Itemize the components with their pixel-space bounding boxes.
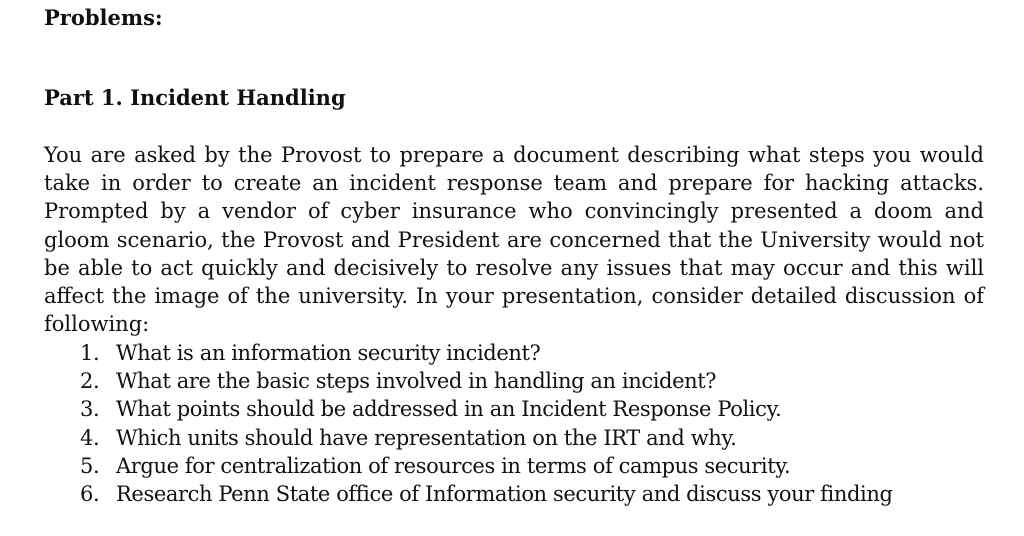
problems-heading: Problems: [44, 5, 163, 30]
list-item [44, 452, 892, 480]
list-item-number: 2. [80, 369, 100, 394]
list-item-number: 4. [80, 425, 100, 450]
list-item [44, 480, 892, 508]
question-list [44, 339, 892, 508]
list-item [44, 367, 892, 395]
list-item-text: Research Penn State office of Information security and discuss your finding [116, 482, 893, 507]
list-item-number: 5. [80, 453, 100, 478]
list-item-text: Which units should have representation on the IRT and why. [116, 425, 737, 450]
list-item-number: 6. [80, 482, 100, 507]
list-item-text: What points should be addressed in an Incident Response Policy. [116, 397, 782, 422]
assignment-paragraph: You are asked by the Provost to prepare a document describing what steps you would take in order to create an incident response team and prepare for hacking attacks. Prompted by a vendor of cyber insurance who convincingly presented a doom and gloom scenario, the Provost and President are concerned that the University would not be able to act quickly and decisively to resolve any issues that may occur and this will affect the image of the university. In your presentation, consider detailed discussion of following: [44, 143, 984, 337]
list-item-text: What is an information security incident? [116, 341, 541, 365]
list-item [44, 339, 892, 367]
list-item-number: 1. [80, 341, 100, 365]
part-1-heading: Part 1. Incident Handling [44, 85, 346, 110]
list-item-text: Argue for centralization of resources in terms of campus security. [116, 453, 791, 478]
list-item [44, 424, 892, 452]
list-item [44, 395, 892, 423]
list-item-number: 3. [80, 397, 100, 422]
list-item-text: What are the basic steps involved in handling an incident? [116, 369, 717, 394]
